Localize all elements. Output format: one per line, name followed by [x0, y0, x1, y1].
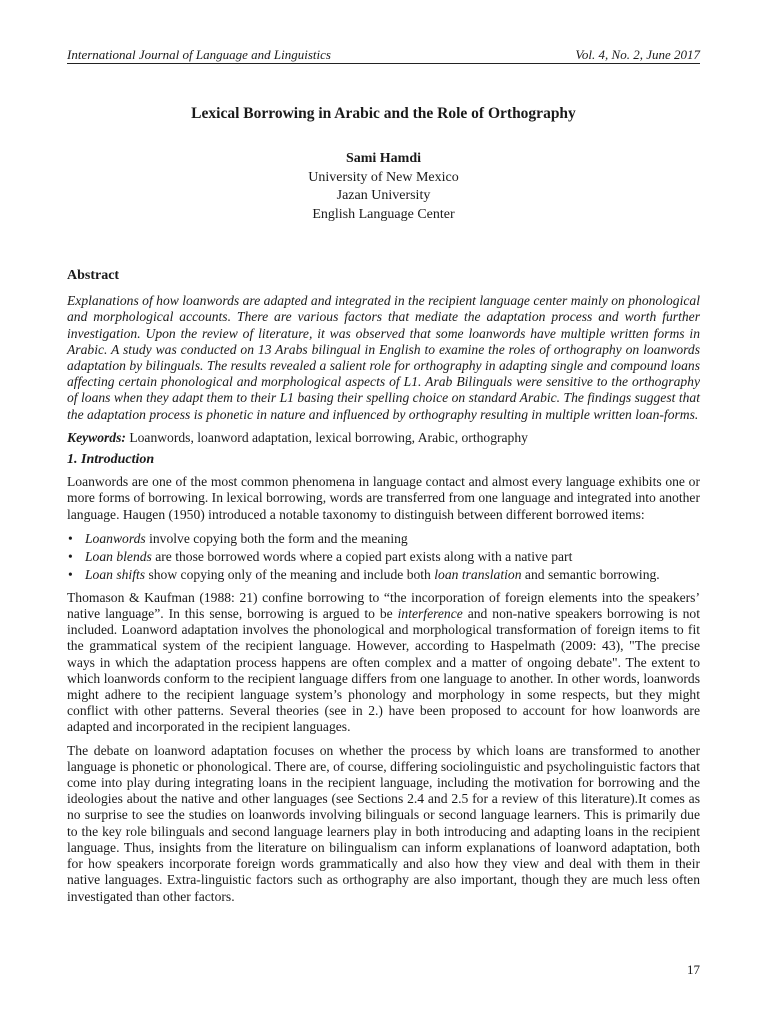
borrowing-taxonomy-list — [67, 530, 700, 584]
affiliation: English Language Center — [312, 206, 455, 222]
author-name: Sami Hamdi — [345, 151, 422, 166]
author-block — [67, 150, 700, 224]
intro-paragraph-3: The debate on loanword adaptation focuses on whether the process by which loans are transformed to another language is phonetic or phonological. There are, of course, differing sociolinguistic and psycholinguistic factors that come into play during integrating loans in the recipient language, including the motivation for borrowing and the ideologies about the native and other languages (see Sections 2.4 and 2.5 for a review of this literature).It comes as no surprise to see the studies on loanwords involving bilinguals or second language learners. This is primarily due to the key role bilinguals and second language learners play in both introducing and adapting loans in the recipient language. Thus, insights from the literature on bilingualism can inform explanations of loanword adaptation, both for how speakers incorporate foreign words grammatically and also how they view and deal with them in their native languages. Extra-linguistic factors such as orthography are also important, though they are much less often investigated than other factors. — [67, 742, 700, 904]
term: Loanwords — [85, 530, 146, 546]
header-rule — [67, 63, 700, 64]
journal-name: International Journal of Language and Linguistics — [67, 47, 331, 62]
abstract-heading: Abstract — [67, 268, 120, 283]
affiliation: Jazan University — [336, 188, 431, 203]
term: Loan blends — [85, 548, 152, 564]
page-number: 17 — [687, 962, 700, 977]
affiliation: University of New Mexico — [308, 169, 459, 185]
list-item — [68, 548, 700, 566]
bullet-icon: • — [68, 566, 73, 582]
abstract-text: Explanations of how loanwords are adapted and integrated in the recipient language center mainly on phonological and morphological accounts. There are various factors that mediate the adaptation process and worth further investigation. Upon the review of literature, it was observed that some loanwords have multiple written forms in Arabic. A study was conducted on 13 Arabs bilingual in English to examine the roles of orthography on loanwords adaptation by bilinguals. The results revealed a salient role for orthography in adapting single and compound loans affecting certain phonological and morphological aspects of L1. Arab Bilinguals were sensitive to the orthography of loans when they adapt them to their L1 basing their spelling choice on standard Arabic. The findings suggest that the adaptation process is phonetic in nature and influenced by orthography resulting in multiple written loan-forms. — [67, 293, 700, 422]
intro-paragraph-1: Loanwords are one of the most common phenomena in language contact and almost every language exhibits one or more forms of borrowing. In lexical borrowing, words are transferred from one language and integrated into another language. Haugen (1950) introduced a notable taxonomy to distinguish between different borrowed items: — [67, 474, 700, 522]
term-description: involve copying both the form and the meaning — [145, 530, 408, 546]
section-heading-introduction: 1. Introduction — [67, 452, 155, 468]
bullet-icon: • — [68, 530, 73, 546]
text-run: Thomason & Kaufman (1988: 21) confine borrowing to “the incorporation of foreign elements into the speakers’ native language”. In this sense, borrowing is argued to be — [67, 589, 700, 622]
term-description: show copying only of the meaning and include both — [145, 566, 435, 582]
text-run: and non-native speakers borrowing is not included. Loanword adaptation involves the phonological and morphological transformation of foreign items to fit the grammatical system of the recipient language. However, according to Haspelmath (2009: 43), "The precise ways in which the adaptation process happens are often complex and a matter of ongoing debate". The extent to which loanwords conform to the recipient language differs from one language to another. In other words, loanwords might adhere to the recipient language system’s phonology and morphology in some respects, but they might conflict with other patterns. Several theories (see in 2.) have been proposed to account for how loanwords are adapted and incorporated in the recipient languages. — [67, 606, 700, 735]
term-description: are those borrowed words where a copied part exists along with a native part — [151, 548, 573, 564]
running-header — [67, 47, 700, 62]
keywords-text: Loanwords, loanword adaptation, lexical borrowing, Arabic, orthography — [129, 429, 528, 445]
bullet-icon: • — [68, 548, 73, 564]
term: Loan shifts — [85, 566, 146, 582]
list-item — [68, 530, 700, 548]
term-description: and semantic borrowing. — [521, 566, 660, 582]
list-item — [68, 566, 700, 584]
keywords — [67, 430, 700, 446]
intro-paragraph-2 — [67, 590, 700, 736]
paper-body — [67, 268, 700, 912]
emphasis: interference — [397, 606, 463, 622]
paper-title: Lexical Borrowing in Arabic and the Role of Orthography — [191, 105, 576, 122]
keywords-label: Keywords: — [67, 429, 126, 445]
issue-info: Vol. 4, No. 2, June 2017 — [575, 47, 700, 62]
term: loan translation — [434, 566, 522, 582]
